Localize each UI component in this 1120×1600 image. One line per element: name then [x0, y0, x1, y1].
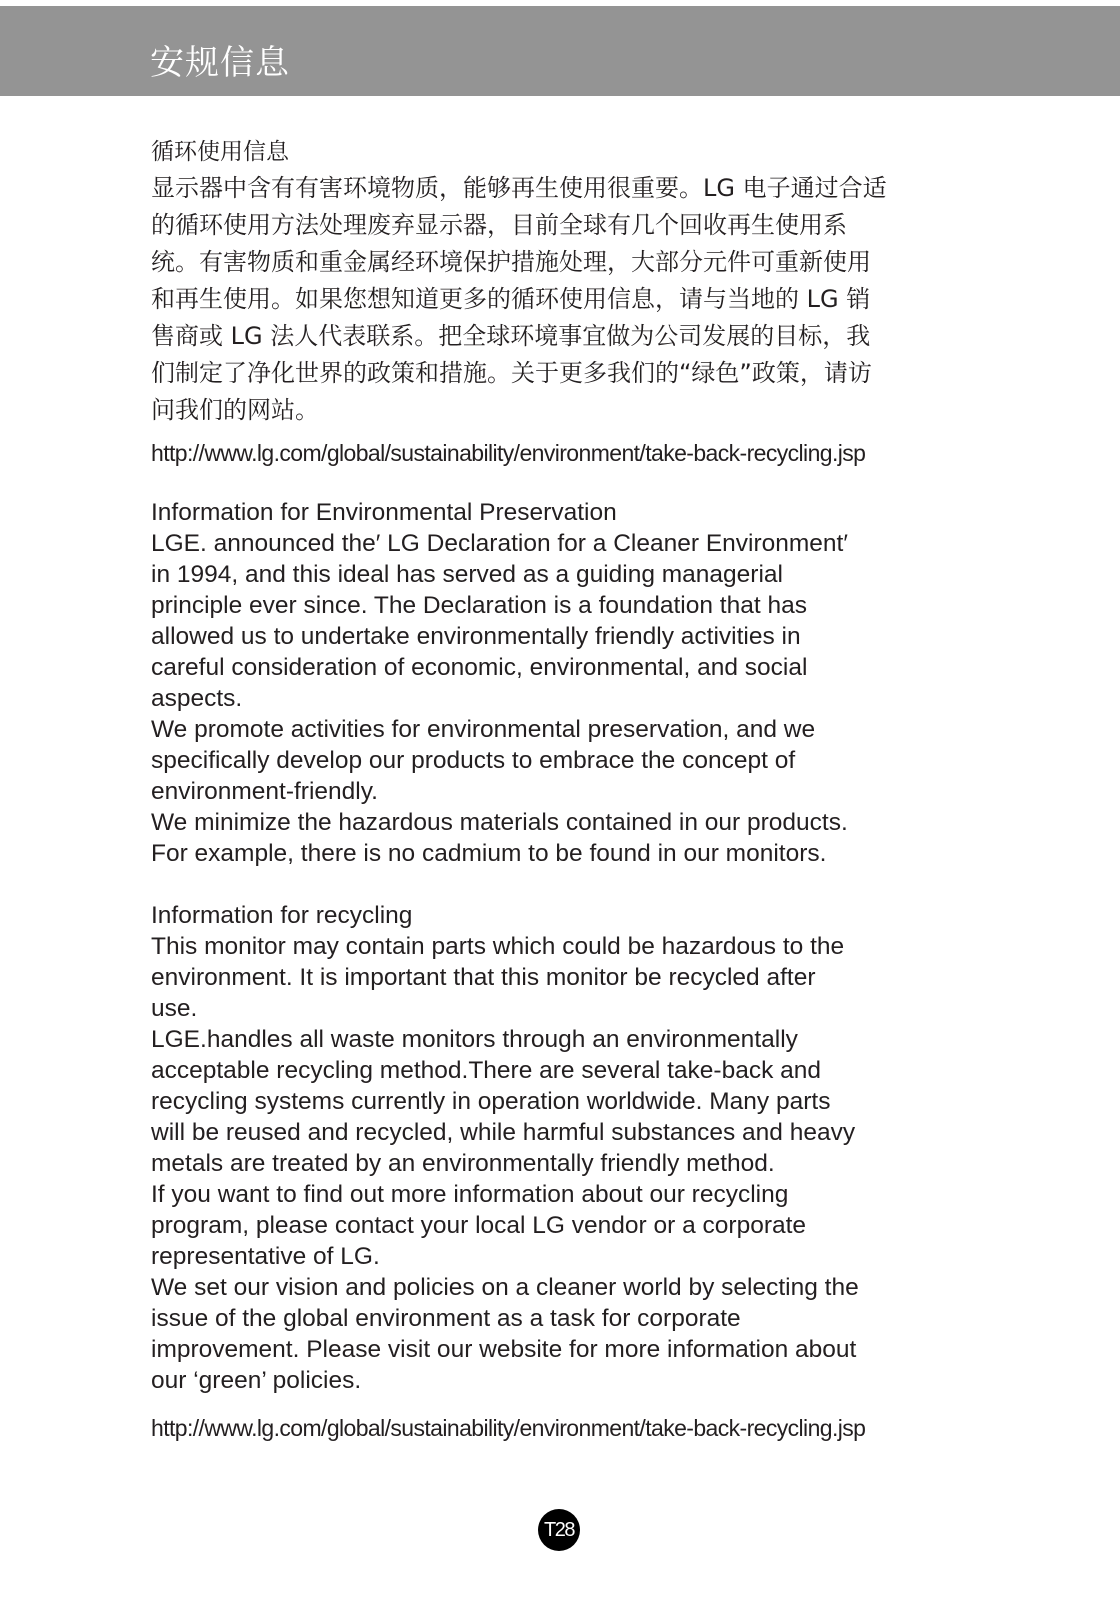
en-text-line: environment-friendly.: [151, 778, 378, 805]
cn-text-line: 们制定了净化世界的政策和措施。关于更多我们的“绿色”政策，请访: [151, 359, 872, 387]
en-text-line: aspects.: [151, 685, 243, 712]
environmental-preservation-heading: Information for Environmental Preservation: [151, 499, 617, 526]
en-text-line: If you want to find out more information about our recycling: [151, 1181, 789, 1208]
page-content: [151, 136, 981, 1442]
en-text-line: use.: [151, 995, 198, 1022]
en-text-line: acceptable recycling method.There are several take-back and: [151, 1057, 822, 1084]
en-text-line: issue of the global environment as a task for corporate: [151, 1305, 741, 1332]
recycling-info-cn-heading: 循环使用信息: [151, 139, 289, 165]
en-text-line: LGE. announced the′ LG Declaration for a Cleaner Environment′: [151, 530, 848, 557]
page-number-badge: T28: [538, 1509, 580, 1551]
cn-text-line: 统。有害物质和重金属经环境保护措施处理，大部分元件可重新使用: [151, 248, 871, 276]
en-text-line: program, please contact your local LG vendor or a corporate: [151, 1212, 807, 1239]
en-text-line: improvement. Please visit our website for more information about: [151, 1336, 857, 1363]
en-text-line: will be reused and recycled, while harmful substances and heavy: [151, 1119, 856, 1146]
en-text-line: our ‘green’ policies.: [151, 1367, 362, 1394]
cn-text-line: 和再生使用。如果您想知道更多的循环使用信息，请与当地的 LG 销: [151, 285, 871, 313]
cn-text-line: 显示器中含有有害环境物质，能够再生使用很重要。LG 电子通过合适: [151, 174, 887, 202]
recycling-url-cn[interactable]: http://www.lg.com/global/sustainability/environment/take-back-recycling.jsp: [151, 440, 866, 466]
en-text-line: principle ever since. The Declaration is a foundation that has: [151, 592, 807, 619]
en-text-line: representative of LG.: [151, 1243, 380, 1270]
en-text-line: We set our vision and policies on a cleaner world by selecting the: [151, 1274, 859, 1301]
en-text-line: careful consideration of economic, environmental, and social: [151, 654, 808, 681]
recycling-info-cn-section: [151, 136, 981, 467]
recycling-url-en[interactable]: http://www.lg.com/global/sustainability/environment/take-back-recycling.jsp: [151, 1415, 866, 1441]
recycling-info-en-heading: Information for recycling: [151, 902, 413, 929]
en-text-line: in 1994, and this ideal has served as a guiding managerial: [151, 561, 783, 588]
en-text-line: We promote activities for environmental preservation, and we: [151, 716, 816, 743]
en-text-line: We minimize the hazardous materials contained in our products.: [151, 809, 848, 836]
en-text-line: LGE.handles all waste monitors through an environmentally: [151, 1026, 798, 1053]
en-text-line: allowed us to undertake environmentally friendly activities in: [151, 623, 801, 650]
environmental-preservation-section: [151, 497, 981, 869]
en-text-line: This monitor may contain parts which could be hazardous to the: [151, 933, 845, 960]
en-text-line: specifically develop our products to embrace the concept of: [151, 747, 796, 774]
header-bar: [0, 6, 1120, 96]
cn-text-line: 售商或 LG 法人代表联系。把全球环境事宜做为公司发展的目标，我: [151, 322, 871, 350]
cn-text-line: 问我们的网站。: [151, 396, 319, 424]
page-title: 安规信息: [150, 43, 290, 83]
recycling-info-en-section: [151, 900, 981, 1442]
cn-text-line: 的循环使用方法处理废弃显示器，目前全球有几个回收再生使用系: [151, 211, 847, 239]
en-text-line: For example, there is no cadmium to be found in our monitors.: [151, 840, 827, 867]
en-text-line: recycling systems currently in operation worldwide. Many parts: [151, 1088, 831, 1115]
en-text-line: environment. It is important that this monitor be recycled after: [151, 964, 816, 991]
en-text-line: metals are treated by an environmentally friendly method.: [151, 1150, 775, 1177]
